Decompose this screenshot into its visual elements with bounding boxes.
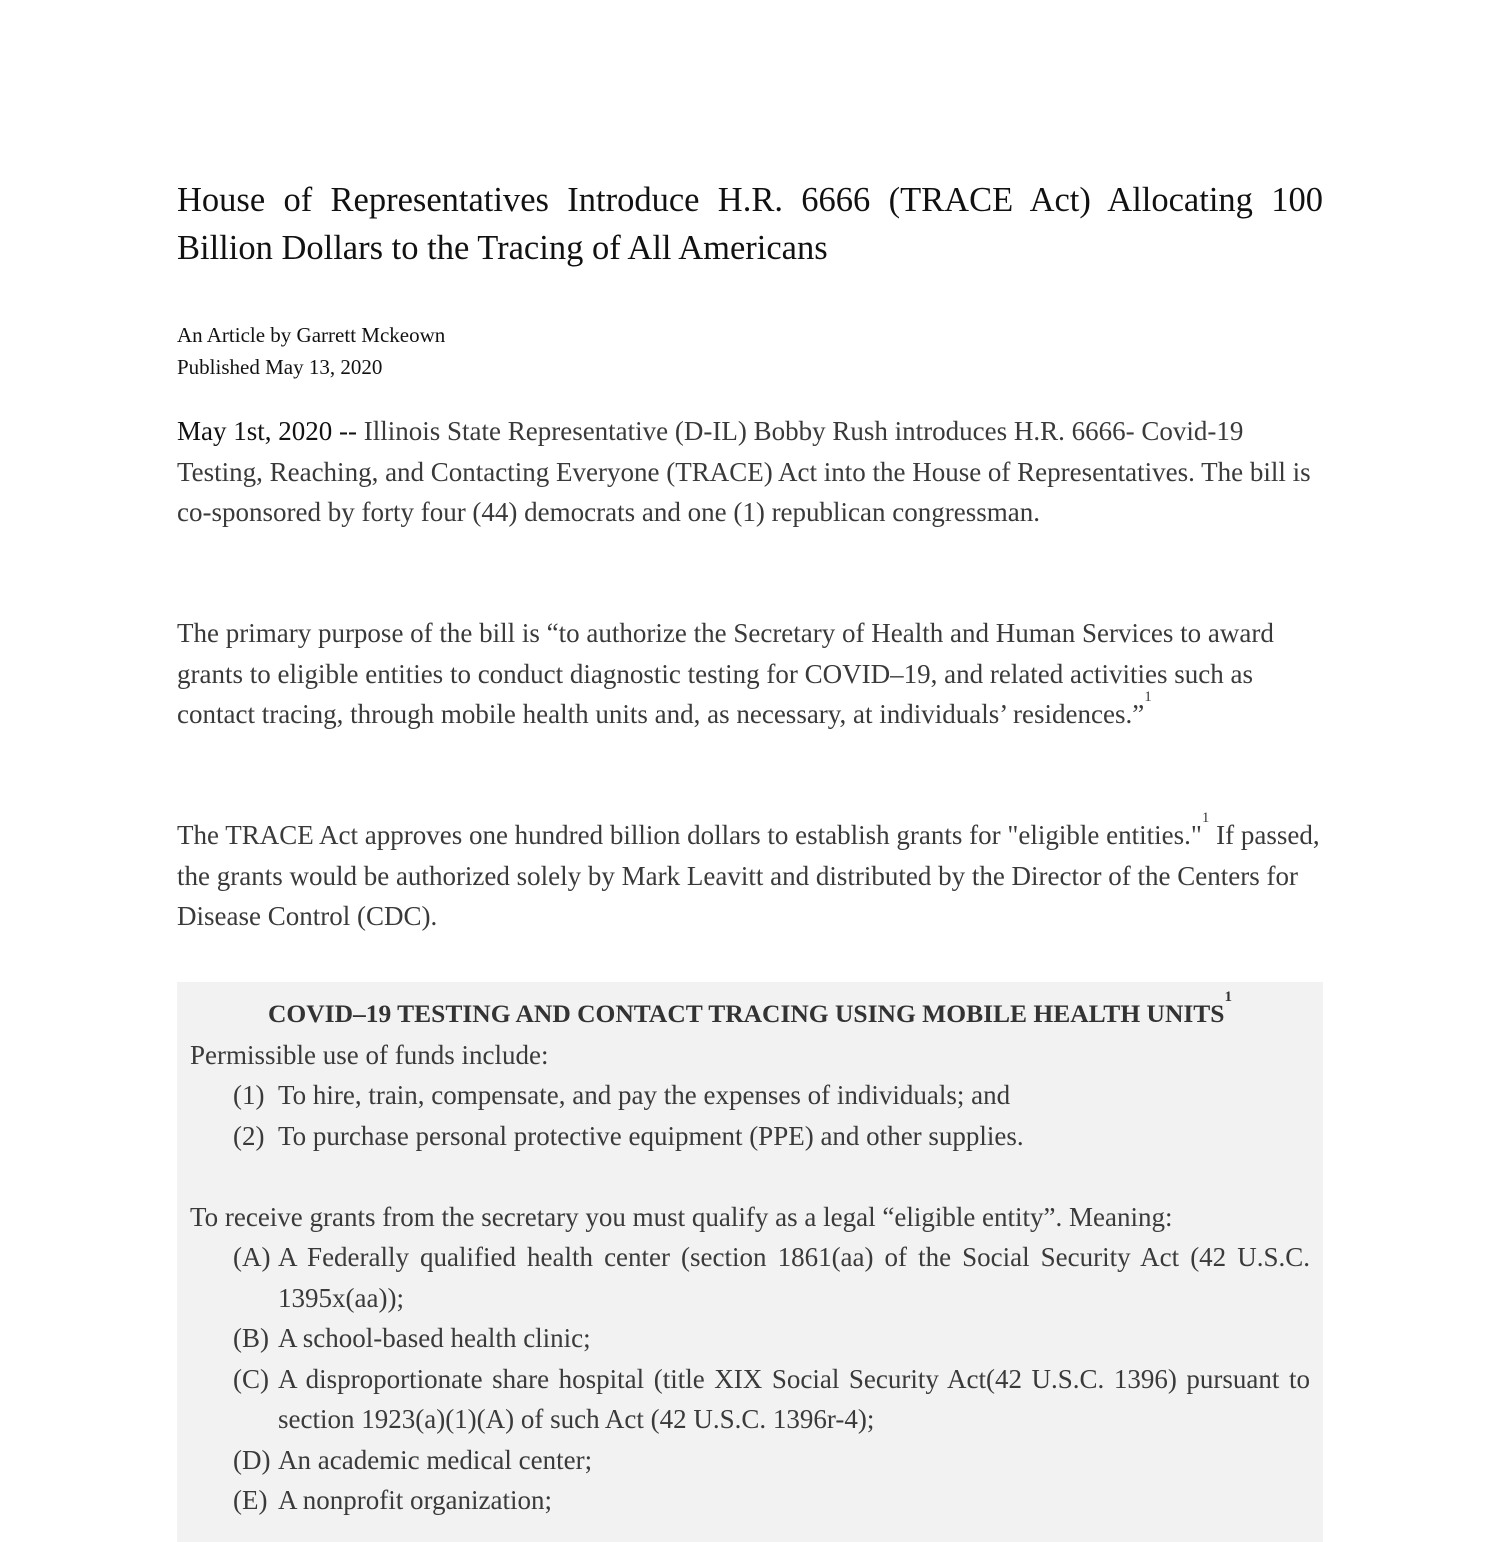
list-item: [190, 1359, 1310, 1440]
paragraph-intro: [177, 411, 1323, 533]
list-item-text: A Federally qualified health center (section 1861(aa) of the Social Security Act (42 U.S.C. 1395x(aa));: [278, 1242, 1310, 1313]
list-marker: (A): [233, 1242, 271, 1272]
paragraph-text: The primary purpose of the bill is “to authorize the Secretary of Health and Human Services to award grants to eligible entities to conduct diagnostic testing for COVID–19, and related activities such as contact tracing, through mobile health units and, as necessary, at individuals’ residences.”: [177, 618, 1274, 729]
list-item-text: An academic medical center;: [278, 1444, 593, 1475]
box-heading-text: COVID–19 TESTING AND CONTACT TRACING USING MOBILE HEALTH UNITS: [268, 999, 1225, 1028]
list-marker: (C): [233, 1363, 269, 1394]
footnote-ref: 1: [1224, 989, 1232, 1005]
bill-summary-content: [190, 989, 1310, 1521]
list-item: [190, 1440, 1310, 1481]
bill-summary-box: [177, 982, 1323, 1542]
paragraph-funding: [177, 810, 1323, 937]
list-item-text: A school-based health clinic;: [278, 1323, 591, 1353]
funds-intro: Permissible use of funds include:: [190, 1039, 549, 1070]
published-date: Published May 13, 2020: [177, 355, 383, 379]
byline-block: [177, 319, 445, 383]
list-item: [190, 1318, 1310, 1359]
list-item-text: To purchase personal protective equipment (PPE) and other supplies.: [278, 1120, 1024, 1151]
paragraph-text-continued: If passed, the grants would be authorized solely by Mark Leavitt and distributed by the Director of the Centers for Disease Control (CDC).: [177, 820, 1320, 931]
footnote-ref: 1: [1201, 810, 1210, 826]
list-item: [190, 1116, 1310, 1157]
article-title: House of Representatives Introduce H.R. 6666 (TRACE Act) Allocating 100 Billion Dollars to the Tracing of All Americans: [177, 181, 1323, 267]
list-marker: (1): [233, 1080, 265, 1110]
footnote-ref: 1: [1144, 689, 1152, 705]
list-item: [190, 1075, 1310, 1116]
list-item: [190, 1480, 1310, 1521]
dateline: May 1st, 2020 --: [177, 416, 357, 446]
paragraph-text: The TRACE Act approves one hundred billion dollars to establish grants for "eligible entities.": [177, 820, 1202, 850]
list-item-text: A nonprofit organization;: [278, 1485, 552, 1515]
author-line: An Article by Garrett Mckeown: [177, 323, 446, 347]
paragraph-purpose: [177, 613, 1323, 735]
list-item-text: A disproportionate share hospital (title XIX Social Security Act(42 U.S.C. 1396) pursuant to section 1923(a)(1)(A) of such Act (42 U.S.C. 1396r-4);: [278, 1363, 1310, 1434]
list-marker: (E): [233, 1485, 268, 1515]
list-marker: (D): [233, 1444, 271, 1475]
funds-list: [190, 1075, 1310, 1156]
list-marker: (2): [233, 1120, 265, 1151]
spacer: [190, 1156, 1310, 1197]
paragraph-text: Illinois State Representative (D-IL) Bobby Rush introduces H.R. 6666- Covid-19 Testing, Reaching, and Contacting Everyone (TRACE) Act into the House of Representatives. The bill is co-sponsored by forty four (44) democrats and one (1) republican congressman.: [177, 416, 1311, 527]
entities-list: [190, 1237, 1310, 1521]
list-item-text: To hire, train, compensate, and pay the expenses of individuals; and: [278, 1080, 1011, 1110]
box-heading: [190, 989, 1310, 1035]
list-marker: (B): [233, 1323, 269, 1353]
entities-intro: To receive grants from the secretary you must qualify as a legal “eligible entity”. Meaning:: [190, 1201, 1173, 1232]
list-item: [190, 1237, 1310, 1318]
